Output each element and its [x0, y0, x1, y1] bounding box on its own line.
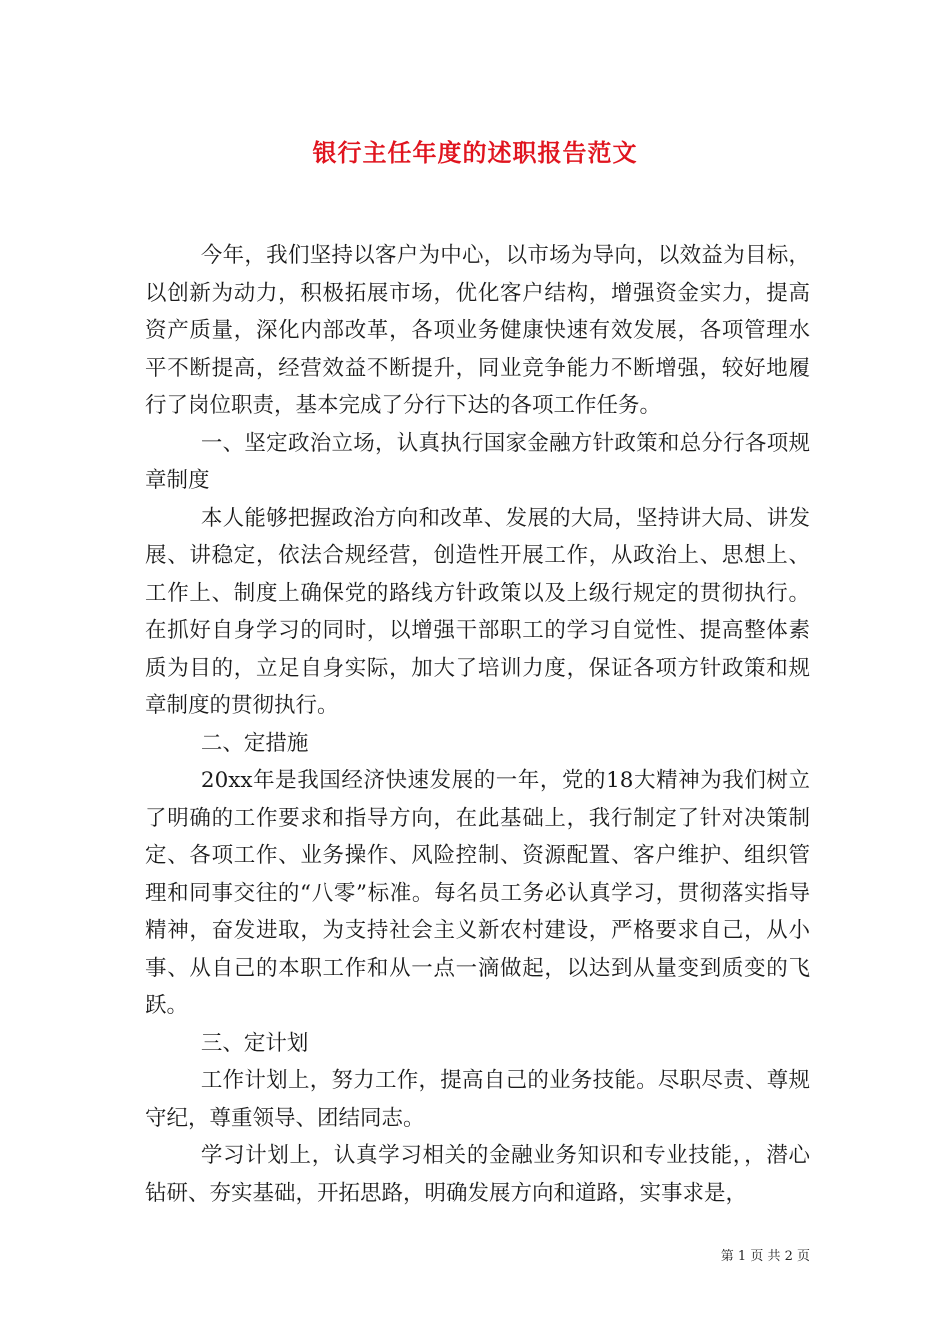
- section-heading-1: 一、坚定政治立场，认真执行国家金融方针政策和总分行各项规章制度: [145, 430, 810, 493]
- document-body: [145, 237, 810, 1212]
- page-number: 第 1 页 共 2 页: [720, 1249, 810, 1264]
- document-title: 银行主任年度的述职报告范文: [312, 138, 638, 167]
- section-heading-3: 三、定计划: [200, 1030, 309, 1056]
- section-heading-2: 二、定措施: [200, 730, 309, 756]
- paragraph-study-plan: 学习计划上，认真学习相关的金融业务知识和专业技能，，潜心钻研、夯实基础，开拓思路，明确发展方向和道路，实事求是，: [145, 1143, 810, 1206]
- paragraph-intro: 今年，我们坚持以客户为中心，以市场为导向，以效益为目标，以创新为动力，积极拓展市场，优化客户结构，增强资金实力，提高资产质量，深化内部改革，各项业务健康快速有效发展，各项管理水平不断提高，经营效益不断提升，同业竞争能力不断增强，较好地履行了岗位职责，基本完成了分行下达的各项工作任务。: [145, 243, 810, 418]
- paragraph-political: 本人能够把握政治方向和改革、发展的大局，坚持讲大局、讲发展、讲稳定，依法合规经营，创造性开展工作，从政治上、思想上、工作上、制度上确保党的路线方针政策以及上级行规定的贯彻执行。在抓好自身学习的同时，以增强干部职工的学习自觉性、提高整体素质为目的，立足自身实际，加大了培训力度，保证各项方针政策和规章制度的贯彻执行。: [145, 505, 810, 718]
- paragraph-measures: 20xx年是我国经济快速发展的一年，党的18大精神为我们树立了明确的工作要求和指导方向，在此基础上，我行制定了针对决策制定、各项工作、业务操作、风险控制、资源配置、客户维护、组织管理和同事交往的“八零”标准。每名员工务必认真学习，贯彻落实指导精神，奋发进取，为支持社会主义新农村建设，严格要求自己，从小事、从自己的本职工作和从一点一滴做起，以达到从量变到质变的飞跃。: [145, 768, 810, 1018]
- paragraph-work-plan: 工作计划上，努力工作，提高自己的业务技能。尽职尽责、尊规守纪，尊重领导、团结同志。: [145, 1068, 810, 1131]
